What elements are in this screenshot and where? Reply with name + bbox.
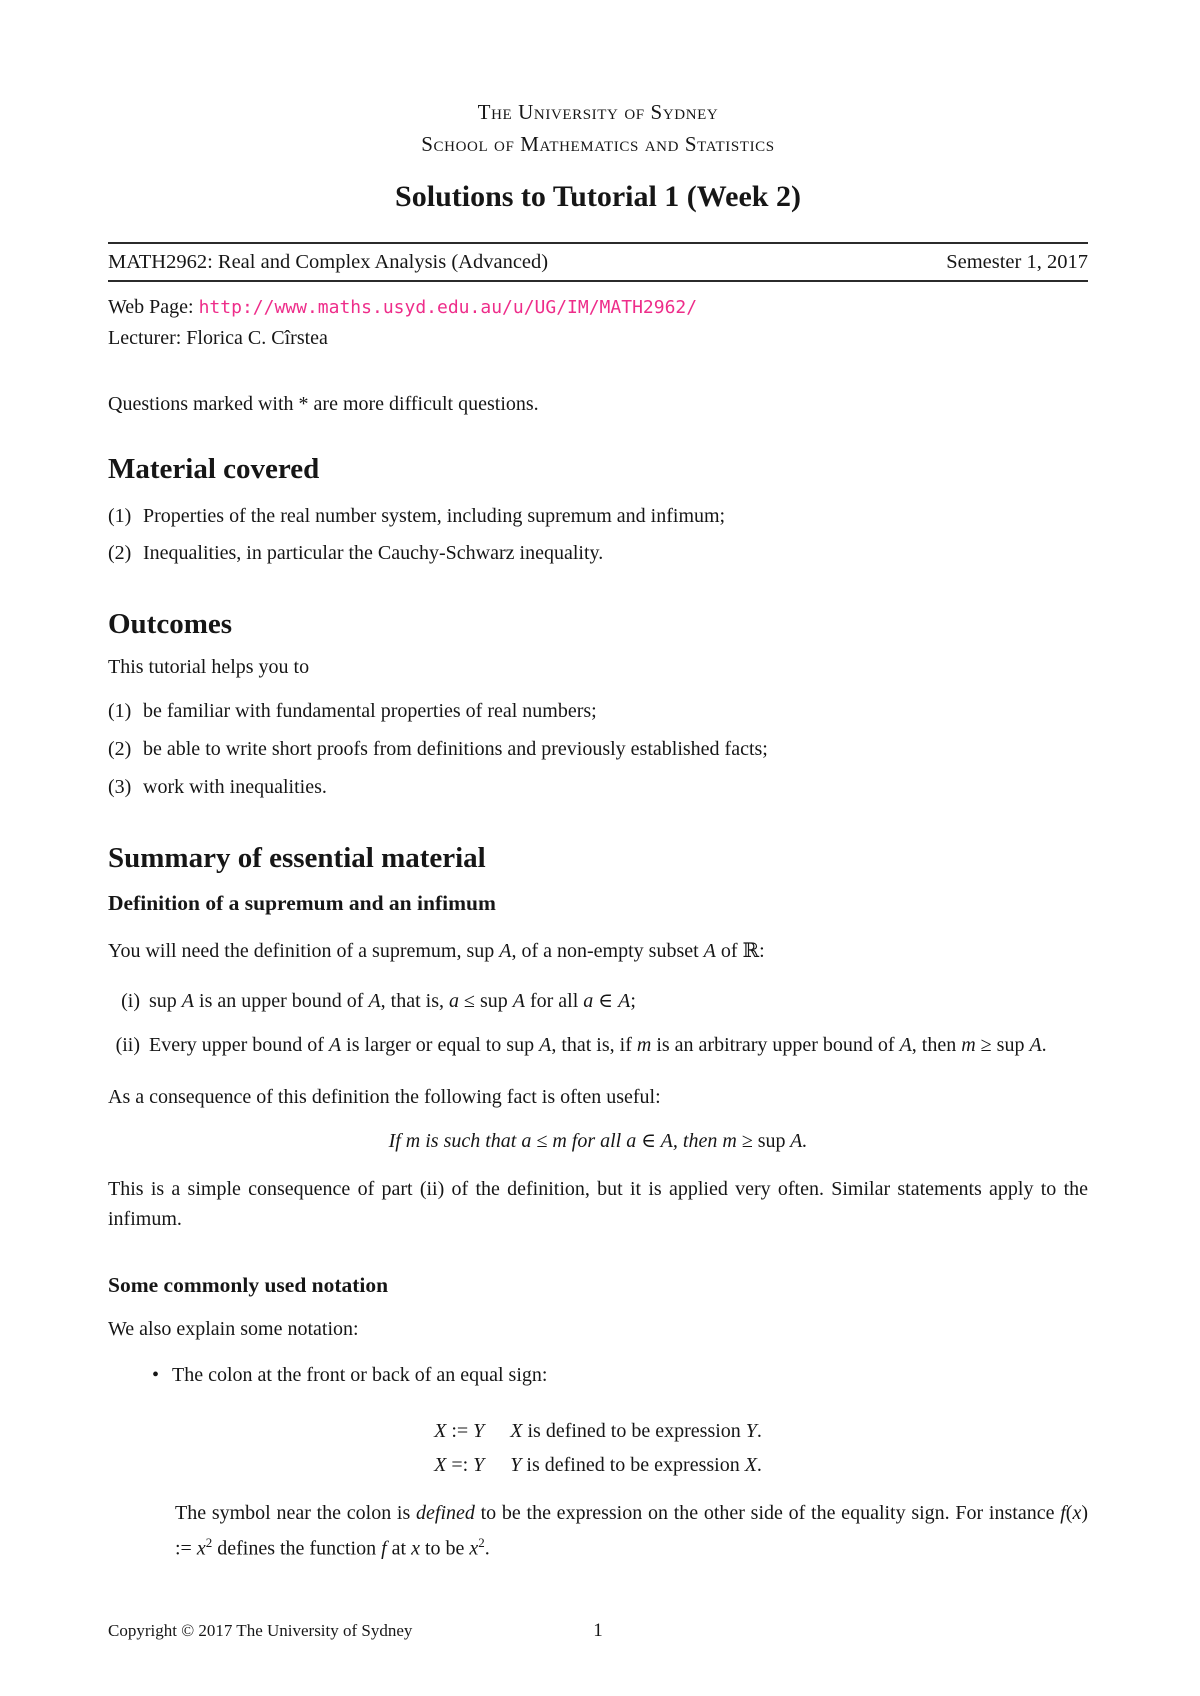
list-item bbox=[108, 1030, 1088, 1060]
web-page-label: Web Page: bbox=[108, 296, 194, 318]
page-footer bbox=[108, 1616, 1088, 1646]
subheading-notation: Some commonly used notation bbox=[108, 1273, 389, 1297]
list-item bbox=[108, 538, 1088, 568]
section-heading-material-covered: Material covered bbox=[108, 453, 320, 485]
item-text: be familiar with fundamental properties of real numbers; bbox=[143, 700, 597, 722]
item-text: Inequalities, in particular the Cauchy-Schwarz inequality. bbox=[143, 542, 604, 564]
consequence-intro: As a consequence of this definition the following fact is often useful: bbox=[108, 1086, 661, 1108]
bullet-text: The colon at the front or back of an equal sign: bbox=[172, 1364, 548, 1386]
document-header bbox=[108, 0, 1088, 216]
colon-definition-row bbox=[108, 1416, 1088, 1446]
page-content bbox=[108, 0, 1088, 1564]
page-title: Solutions to Tutorial 1 (Week 2) bbox=[395, 180, 801, 213]
course-code-title: MATH2962: Real and Complex Analysis (Advanced) bbox=[108, 251, 549, 273]
bottom-rule bbox=[108, 280, 1088, 282]
item-label: (3) bbox=[108, 776, 132, 798]
item-text: sup A is an upper bound of A, that is, a ≤ sup A for all a ∈ A; bbox=[149, 990, 636, 1012]
list-item bbox=[108, 734, 1088, 764]
copyright-notice: Copyright © 2017 The University of Sydney bbox=[108, 1621, 413, 1640]
math-expression: X =: Y bbox=[434, 1454, 485, 1476]
colon-definition-row bbox=[108, 1450, 1088, 1480]
list-item bbox=[108, 501, 1088, 531]
item-label: (i) bbox=[121, 990, 140, 1012]
consequence-outro: This is a simple consequence of part (ii) of the definition, but it is applied very often. Similar statements apply to the infimum. bbox=[108, 1178, 1088, 1230]
list-item bbox=[108, 696, 1088, 726]
bullet-icon: • bbox=[152, 1364, 160, 1386]
item-label: (1) bbox=[108, 505, 132, 527]
item-label: (2) bbox=[108, 738, 132, 760]
difficulty-note: Questions marked with * are more difficult questions. bbox=[108, 393, 539, 415]
list-item bbox=[108, 986, 1088, 1016]
math-description: X is defined to be expression Y. bbox=[510, 1420, 762, 1442]
university-name: The University of Sydney bbox=[477, 100, 719, 124]
lecturer-name: Florica C. Cîrstea bbox=[186, 327, 328, 349]
list-item bbox=[108, 772, 1088, 802]
lecturer-line bbox=[108, 323, 1088, 353]
item-text: be able to write short proofs from definitions and previously established facts; bbox=[143, 738, 768, 760]
item-label: (1) bbox=[108, 700, 132, 722]
symbol-explanation: The symbol near the colon is defined to be the expression on the other side of the equality sign. For instance f(x) := $x^2$ defines the function f at x to be $x^2$. bbox=[175, 1502, 1088, 1560]
notation-intro: We also explain some notation: bbox=[108, 1318, 359, 1340]
item-text: work with inequalities. bbox=[143, 776, 327, 798]
item-text: Every upper bound of A is larger or equal to sup A, that is, if m is an arbitrary upper bound of A, then m ≥ sup A. bbox=[149, 1034, 1047, 1056]
definition-intro: You will need the definition of a supremum, sup A, of a non-empty subset A of ℝ: bbox=[108, 940, 765, 962]
web-page-line bbox=[108, 292, 1088, 323]
page-number: 1 bbox=[593, 1620, 603, 1641]
section-heading-outcomes: Outcomes bbox=[108, 608, 233, 640]
section-heading-summary: Summary of essential material bbox=[108, 842, 486, 874]
school-name: School of Mathematics and Statistics bbox=[421, 132, 775, 156]
semester-label: Semester 1, 2017 bbox=[946, 251, 1088, 273]
bullet-item bbox=[152, 1360, 1088, 1390]
lecturer-label: Lecturer: bbox=[108, 327, 182, 349]
fact-line: If m is such that a ≤ m for all a ∈ A, then m ≥ sup A. bbox=[388, 1130, 808, 1152]
item-label: (ii) bbox=[115, 1034, 140, 1056]
item-label: (2) bbox=[108, 542, 132, 564]
web-page-link[interactable]: http://www.maths.usyd.edu.au/u/UG/IM/MATH2962/ bbox=[198, 297, 698, 318]
course-bar bbox=[108, 244, 1088, 280]
item-text: Properties of the real number system, including supremum and infimum; bbox=[143, 505, 726, 527]
outcomes-intro: This tutorial helps you to bbox=[108, 656, 310, 678]
math-description: Y is defined to be expression X. bbox=[510, 1454, 762, 1476]
math-expression: X := Y bbox=[434, 1420, 485, 1442]
subheading-definition: Definition of a supremum and an infimum bbox=[108, 891, 496, 915]
